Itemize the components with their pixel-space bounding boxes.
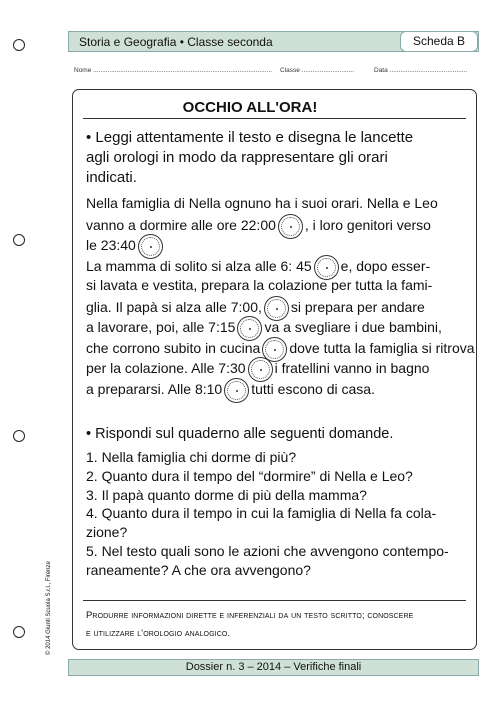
- text: le 23:40: [86, 237, 136, 254]
- binder-hole: [13, 234, 25, 246]
- questions-intro: • Rispondi sul quaderno alle seguenti domande.: [86, 426, 394, 442]
- story-line: [86, 255, 471, 276]
- text: , i loro genitori verso: [304, 216, 431, 233]
- binder-hole: [13, 626, 25, 638]
- story-line: [86, 234, 471, 255]
- text: si prepara per andare: [290, 298, 425, 315]
- story-line: [86, 275, 471, 296]
- divider: [83, 118, 466, 119]
- question: 4. Quanto dura il tempo in cui la famiglia di Nella fa cola-: [86, 505, 437, 522]
- name-field[interactable]: Nome ...................................................................................................: [74, 67, 272, 74]
- instruction-line: indicati.: [86, 169, 137, 186]
- text: dove tutta la famiglia si ritrova: [289, 339, 475, 356]
- instruction-line: • Leggi attentamente il testo e disegna le lancette: [86, 129, 414, 146]
- story-line: [86, 214, 471, 235]
- text: che corrono subito in cucina: [86, 339, 261, 356]
- question: 5. Nel testo quali sono le azioni che avvengono contempo-: [86, 542, 449, 559]
- story-line: [86, 337, 475, 358]
- text: La mamma di solito si alza alle 6: 45: [86, 257, 312, 274]
- text: glia. Il papà si alza alle 7:00,: [86, 298, 262, 315]
- text: i fratellini vanno in bagno: [274, 360, 430, 377]
- text: a prepararsi. Alle 8:10: [86, 380, 223, 397]
- story-line: [86, 296, 471, 317]
- page-title: OCCHIO ALL'ORA!: [182, 99, 318, 116]
- text: va a svegliare i due bambini,: [264, 319, 442, 336]
- story-line: [86, 357, 471, 378]
- question: 2. Quanto dura il tempo del “dormire” di Nella e Leo?: [86, 467, 413, 484]
- question: 1. Nella famiglia chi dorme di più?: [86, 449, 297, 465]
- class-field[interactable]: Classe .............................: [280, 67, 355, 74]
- footer-bar: Dossier n. 3 – 2014 – Verifiche finali: [68, 659, 479, 676]
- copyright: © 2014 Giunti Scuola S.r.l., Firenze: [46, 561, 52, 655]
- text: a lavorare, poi, alle 7:15: [86, 319, 236, 336]
- story-line: [86, 378, 471, 399]
- story-line: [86, 193, 471, 214]
- questions-list: [86, 448, 471, 580]
- binder-hole: [13, 39, 25, 51]
- header-bar: [68, 31, 479, 52]
- objective-line: e utilizzare l'orologio analogico.: [86, 628, 231, 639]
- date-field[interactable]: Data ...........................................: [374, 67, 468, 74]
- subject-label: Storia e Geografia • Classe seconda: [79, 35, 273, 49]
- text: si lavata e vestita, prepara la colazione per tutta la fami-: [86, 277, 433, 293]
- text: tutti escono di casa.: [251, 380, 375, 397]
- text: e, dopo esser-: [340, 257, 431, 274]
- sheet-tag: Scheda B: [400, 31, 478, 52]
- learning-objectives: [86, 607, 466, 643]
- question: raneamente? A che ora avvengono?: [86, 561, 311, 578]
- question: 3. Il papà quanto dorme di più della mamma?: [86, 486, 367, 503]
- text: per la colazione. Alle 7:30: [86, 360, 246, 377]
- story-text: [86, 193, 475, 398]
- divider: [83, 600, 466, 601]
- text: vanno a dormire alle ore 22:00: [86, 216, 276, 233]
- objective-line: Produrre informazioni dirette e inferenziali da un testo scritto; conoscere: [86, 610, 414, 621]
- instruction-line: agli orologi in modo da rappresentare gli orari: [86, 149, 388, 166]
- question: zione?: [86, 524, 128, 541]
- clock-icon[interactable]: [224, 378, 249, 403]
- instruction: [86, 128, 471, 188]
- story-line: [86, 316, 471, 337]
- binder-hole: [13, 430, 25, 442]
- text: Nella famiglia di Nella ognuno ha i suoi orari. Nella e Leo: [86, 195, 438, 211]
